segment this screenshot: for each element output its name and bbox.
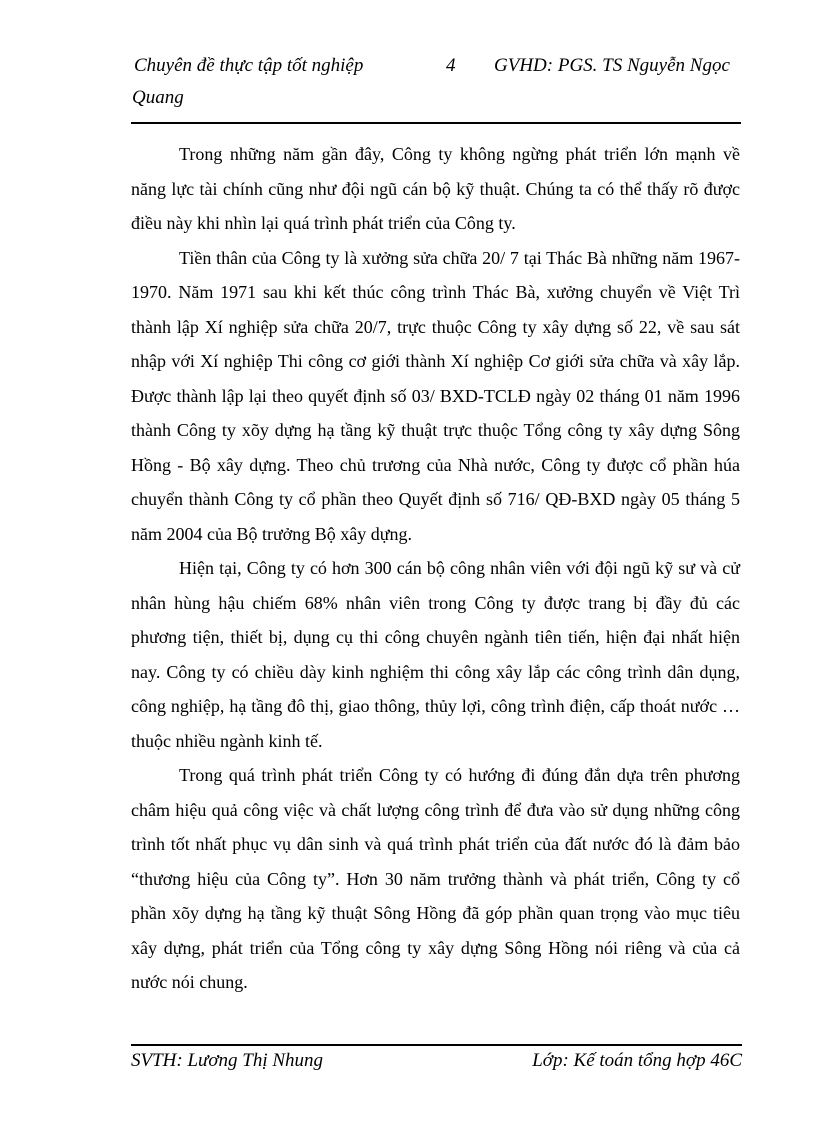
footer-student: SVTH: Lương Thị Nhung: [131, 1050, 324, 1071]
paragraph-3: Hiện tại, Công ty có hơn 300 cán bộ công nhân viên với đội ngũ kỹ sư và cử nhân hùng hậu chiếm 68% nhân viên trong Công ty được trang bị đầy đủ các phương tiện, thiết bị, dụng cụ thi công chuyên ngành tiên tiến, hiện đại nhất hiện nay. Công ty có chiều dày kinh nghiệm thi công xây lắp các công trình dân dụng, công nghiệp, hạ tầng đô thị, giao thông, thủy lợi, công trình điện, cấp thoát nước …thuộc nhiều ngành kinh tế.: [131, 558, 740, 751]
document-body: [131, 137, 740, 1000]
header-divider: [131, 122, 741, 124]
header-advisor: GVHD: PGS. TS Nguyễn Ngọc: [494, 55, 730, 76]
paragraph-1: Trong những năm gần đây, Công ty không ngừng phát triển lớn mạnh về năng lực tài chính cũng như đội ngũ cán bộ kỹ thuật. Chúng ta có thể thấy rõ được điều này khi nhìn lại quá trình phát triển của Công ty.: [131, 144, 740, 233]
paragraph-2: Tiền thân của Công ty là xưởng sửa chữa 20/ 7 tại Thác Bà những năm 1967-1970. Năm 1971 sau khi kết thúc công trình Thác Bà, xưởng chuyển về Việt Trì thành lập Xí nghiệp sửa chữa 20/7, trực thuộc Công ty xây dựng số 22, về sau sát nhập với Xí nghiệp Thi công cơ giới thành Xí nghiệp Cơ giới sửa chữa và xây lắp. Được thành lập lại theo quyết định số 03/ BXD-TCLĐ ngày 02 tháng 01 năm 1996 thành Công ty xõy dựng hạ tầng kỹ thuật trực thuộc Tổng công ty xây dựng Sông Hồng - Bộ xây dựng. Theo chủ trương của Nhà nước, Công ty được cổ phần húa chuyển thành Công ty cổ phần theo Quyết định số 716/ QĐ-BXD ngày 05 tháng 5 năm 2004 của Bộ trưởng Bộ xây dựng.: [131, 247, 740, 544]
page-footer: [131, 1047, 742, 1077]
footer-divider: [131, 1044, 742, 1046]
paragraph-4: Trong quá trình phát triển Công ty có hướng đi đúng đắn dựa trên phương châm hiệu quả công việc và chất lượng công trình để đưa vào sử dụng những công trình tốt nhất phục vụ dân sinh và quá trình phát triển của đất nước đó là đảm bảo “thương hiệu của Công ty”. Hơn 30 năm trưởng thành và phát triển, Công ty cổ phần xõy dựng hạ tầng kỹ thuật Sông Hồng đã góp phần quan trọng vào mục tiêu xây dựng, phát triển của Tổng công ty xây dựng Sông Hồng nói riêng và của cả nước nói chung.: [131, 765, 740, 992]
header-title: Chuyên đề thực tập tốt nghiệp: [134, 55, 364, 76]
header-advisor-continued: Quang: [132, 87, 184, 108]
page-number: 4: [446, 55, 456, 76]
page-header: [134, 50, 742, 118]
footer-class: Lớp: Kế toán tổng hợp 46C: [532, 1050, 742, 1071]
